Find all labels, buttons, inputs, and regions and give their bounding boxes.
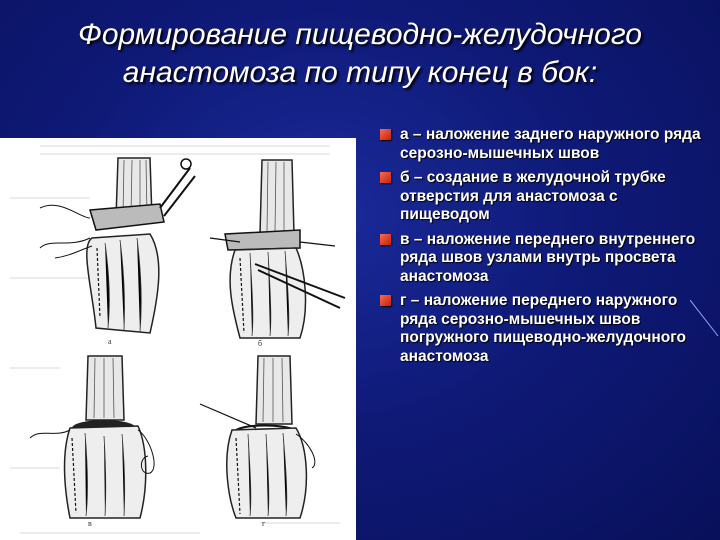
panel-a-drawing <box>40 158 195 346</box>
panel-c-drawing <box>30 356 154 528</box>
panel-label-d: г <box>262 519 266 528</box>
bullet-item-d <box>380 292 710 366</box>
bullet-square-icon <box>380 234 391 245</box>
bullet-list <box>380 126 710 372</box>
bullet-item-c <box>380 231 710 287</box>
panel-label-b: б <box>258 339 263 348</box>
bullet-text: а – наложение заднего наружного ряда серозно-мышечных швов <box>400 126 701 162</box>
bullet-square-icon <box>380 129 391 140</box>
bullet-square-icon <box>380 172 391 183</box>
bullet-square-icon <box>380 295 391 306</box>
surgical-illustration <box>0 138 356 540</box>
panel-label-c: в <box>88 519 92 528</box>
slide-title <box>0 16 720 92</box>
panel-b-drawing <box>210 160 345 348</box>
decorative-line <box>690 300 720 340</box>
bullet-text: в – наложение переднего внутреннего ряда швов узлами внутрь просвета анастомоза <box>400 230 696 285</box>
title-line-2: анастомоза по типу конец в бок: <box>122 56 598 89</box>
panel-d-drawing <box>200 356 315 528</box>
bullet-item-a <box>380 126 710 163</box>
bullet-text: б – создание в желудочной трубке отверстия для анастомоза с пищеводом <box>400 169 666 223</box>
panel-label-a: а <box>108 337 112 346</box>
title-line-1: Формирование пищеводно-желудочного <box>78 18 642 51</box>
bullet-text: г – наложение переднего наружного ряда серозно-мышечных швов погружного пищеводно-желудочного анастомоза <box>400 292 686 365</box>
bullet-item-b <box>380 169 710 225</box>
